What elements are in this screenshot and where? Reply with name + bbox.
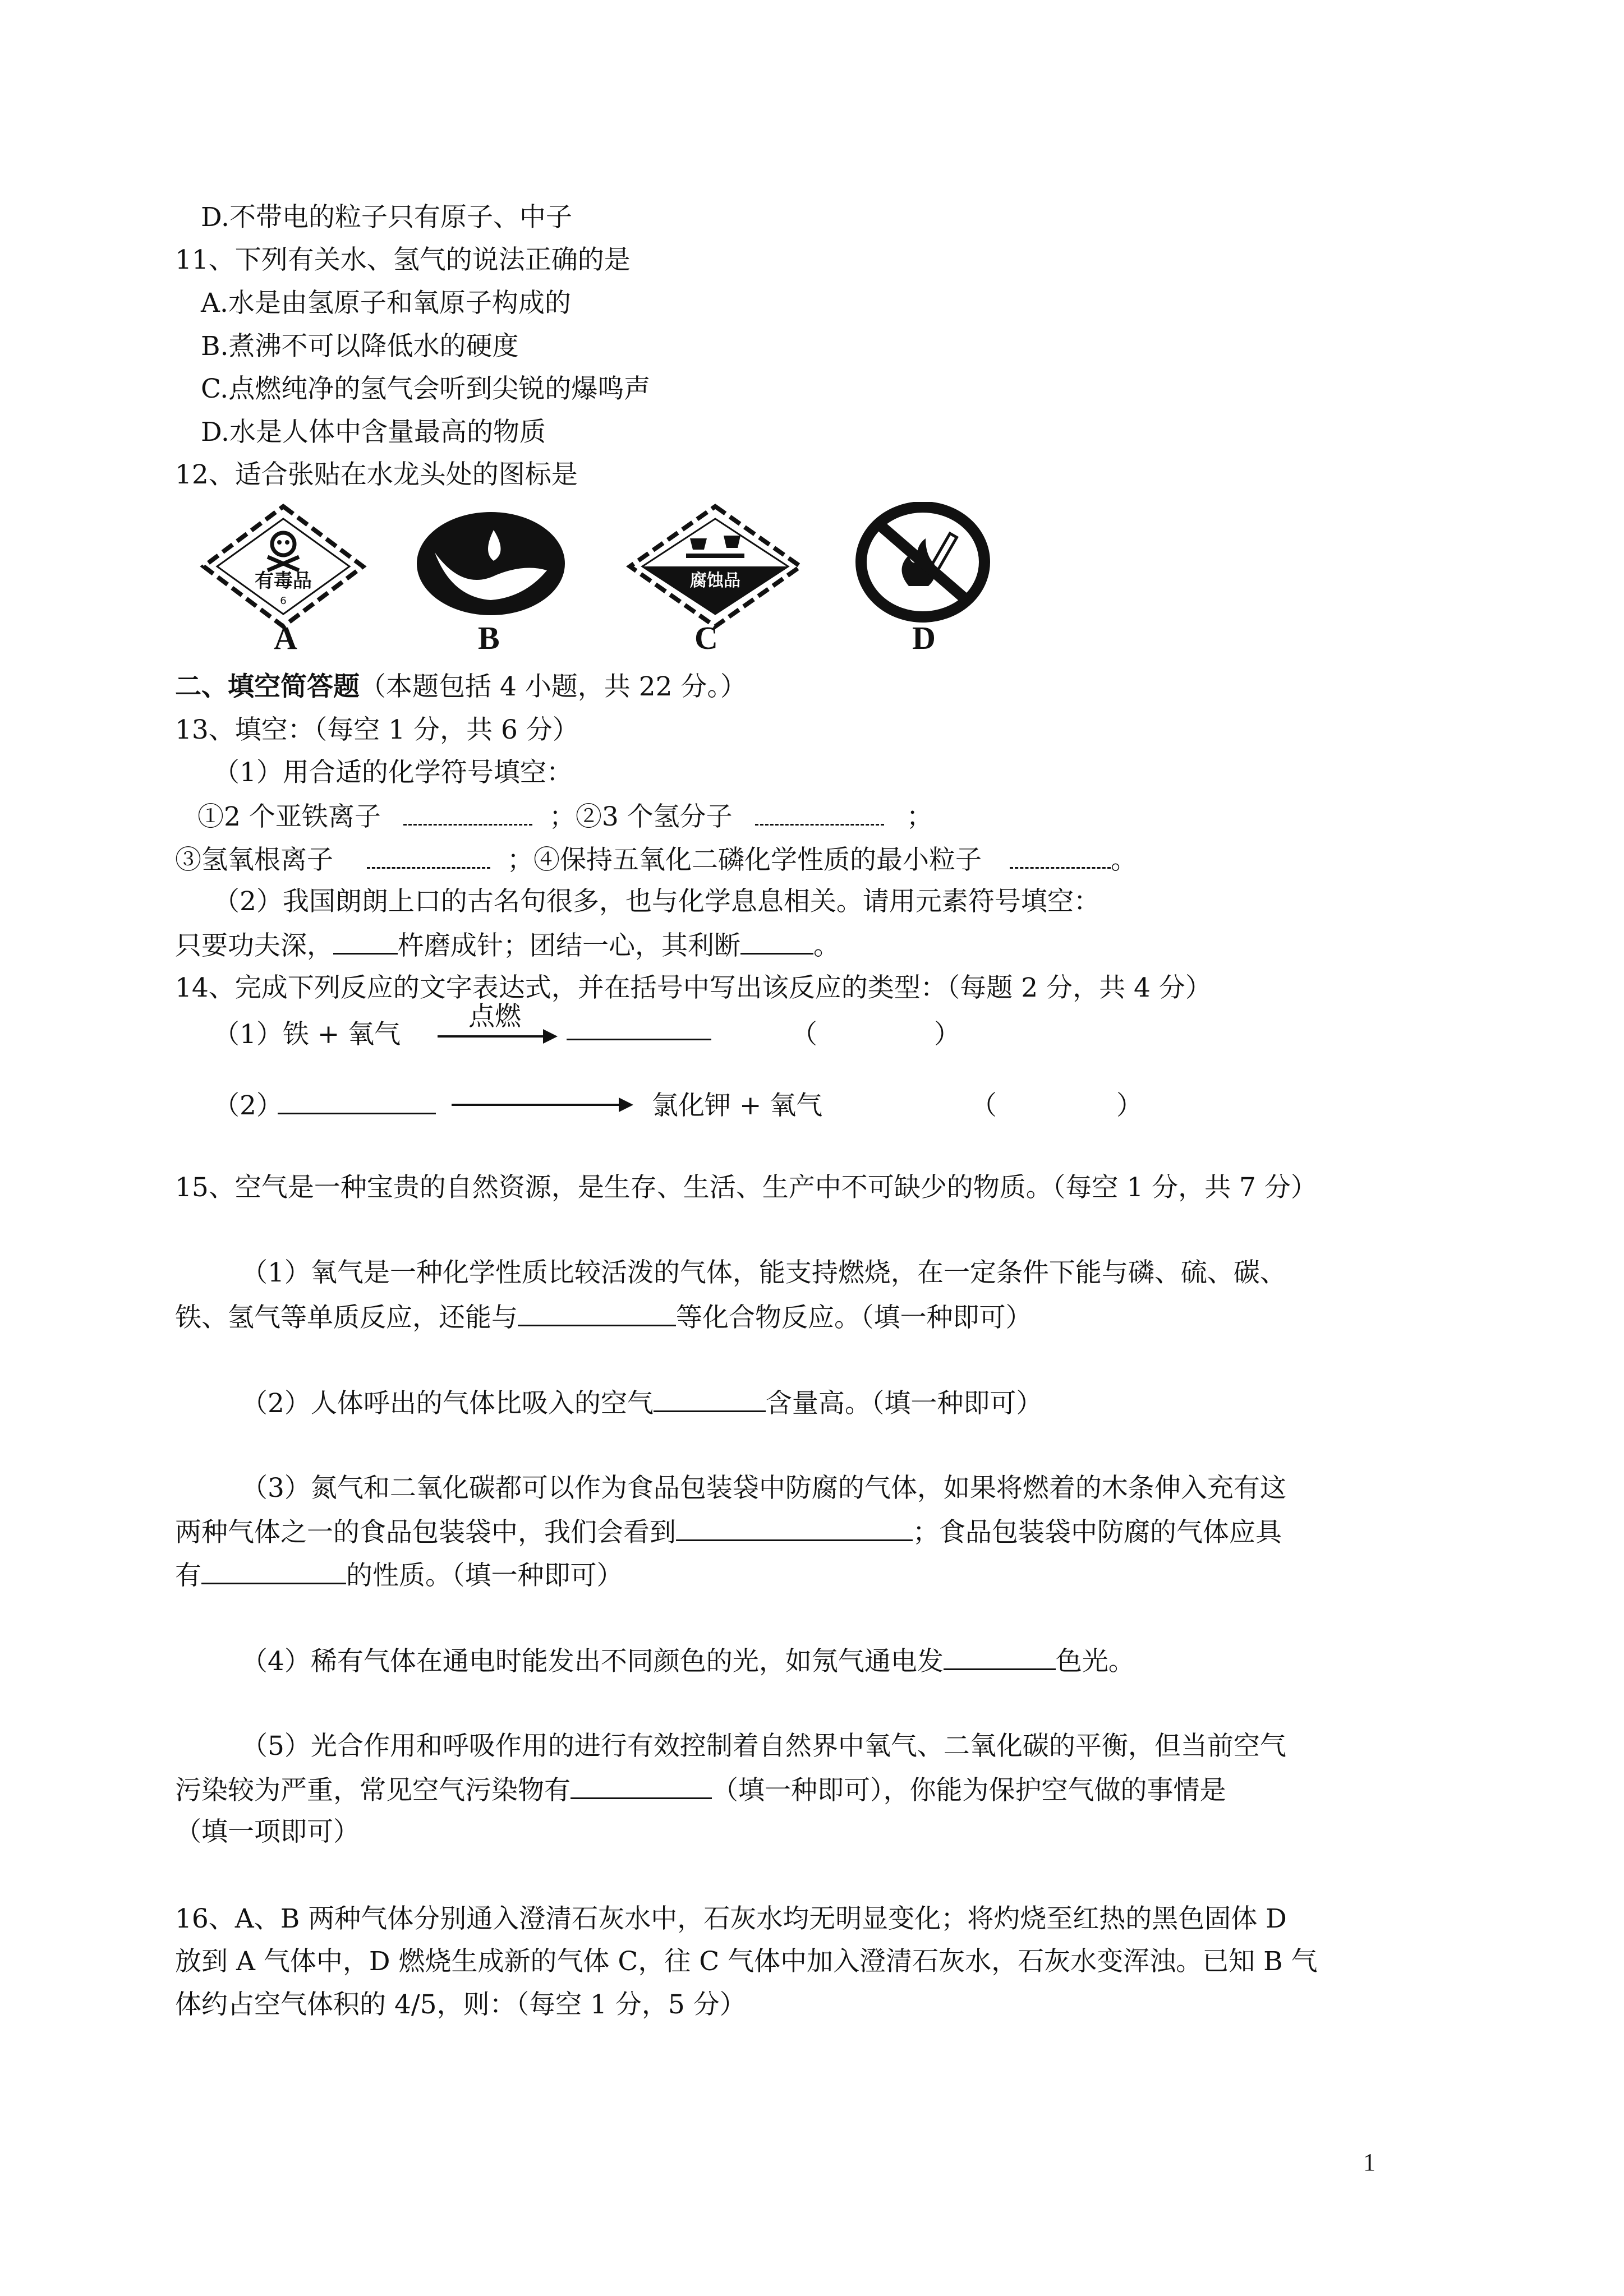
q11-option-a: A.水是由氢原子和氧原子构成的 [201, 288, 571, 319]
q13-item3-text: ③氢氧根离子 [175, 845, 333, 875]
icon-label-b: B [478, 620, 500, 656]
q14-eq1-paren-open: （ [791, 1019, 817, 1050]
q14-eq2-right: 氯化钾 + 氧气 [652, 1090, 823, 1121]
q15-p5-l1: （5）光合作用和呼吸作用的进行有效控制着自然界中氧气、二氧化碳的平衡，但当前空气 [241, 1731, 1286, 1762]
q13-item4-text: ；④保持五氧化二磷化学性质的最小粒子 [507, 845, 982, 875]
q15-p3-l1: （3）氮气和二氧化碳都可以作为食品包装袋中防腐的气体，如果将燃着的木条伸入充有这 [241, 1473, 1286, 1504]
q10-option-d: D.不带电的粒子只有原子、中子 [201, 202, 572, 233]
q13-blank-6[interactable] [740, 928, 813, 955]
q15-blank-3[interactable] [676, 1515, 913, 1541]
icon-label-a: A [274, 620, 297, 656]
svg-text:6: 6 [280, 595, 287, 607]
section-title: 二、填空简答题 [175, 671, 360, 702]
q15-stem: 15、空气是一种宝贵的自然资源，是生存、生活、生产中不可缺少的物质。（每空 1 分，共 7 分） [175, 1172, 1317, 1203]
icon-label-c: C [694, 620, 718, 656]
q15-p5-l2 [175, 1773, 1226, 1808]
q13-blank-2[interactable] [755, 799, 884, 826]
q14-eq1-arrow [438, 1035, 555, 1038]
q13-part2-b: 杵磨成针；团结一心，其利断 [398, 930, 740, 961]
q11-option-b: B.煮沸不可以降低水的硬度 [201, 331, 519, 362]
q12-stem: 12、适合张贴在水龙头处的图标是 [175, 459, 578, 490]
corrosive-sign-icon [625, 502, 805, 631]
q13-part2-end: 。 [813, 930, 840, 961]
q15-p3-l3-b: 的性质。（填一种即可） [346, 1560, 623, 1591]
q13-part2-line [175, 928, 840, 963]
q15-p4 [241, 1644, 1135, 1679]
toxic-sign-text: 有毒品 [255, 570, 312, 592]
q14-eq2-paren-close: ） [1116, 1090, 1143, 1121]
q15-p3-l3 [175, 1558, 623, 1593]
q13-part2-a: 只要功夫深， [175, 930, 333, 961]
q13-item4-end: 。 [1111, 845, 1137, 875]
q16-line-1: 16、A、B 两种气体分别通入澄清石灰水中，石灰水均无明显变化；将灼烧至红热的黑色固体 D [175, 1903, 1287, 1934]
q14-eq1-condition: 点燃 [468, 1001, 521, 1032]
q14-eq2-type-blank[interactable] [1004, 1085, 1105, 1110]
q15-blank-1[interactable] [518, 1300, 676, 1326]
q14-eq1-left: （1）铁 + 氧气 [213, 1019, 401, 1050]
q15-blank-5[interactable] [944, 1644, 1056, 1670]
q16-line-3: 体约占空气体积的 4/5，则：（每空 1 分，5 分） [175, 1989, 746, 2020]
q15-p2 [241, 1386, 1042, 1421]
q11-option-d: D.水是人体中含量最高的物质 [201, 417, 546, 448]
section-heading [175, 670, 747, 704]
q14-eq1-blank[interactable] [567, 1014, 711, 1040]
q15-p5-l2-a: 污染较为严重，常见空气污染物有 [175, 1775, 571, 1806]
q15-p5-l3: （填一项即可） [175, 1816, 360, 1847]
q15-p5-l2-b: （填一种即可），你能为保护空气做的事情是 [712, 1775, 1226, 1806]
q11-stem: 11、下列有关水、氢气的说法正确的是 [175, 245, 631, 275]
q13-part2: （2）我国朗朗上口的古名句很多，也与化学息息相关。请用元素符号填空： [213, 886, 1100, 917]
q14-eq1-type-blank[interactable] [825, 1014, 920, 1039]
toxic-sign-icon [199, 502, 367, 631]
q14-eq2-paren-open: （ [970, 1090, 997, 1121]
q13-blank-4[interactable] [1010, 842, 1111, 869]
page-number: 1 [1363, 2149, 1375, 2176]
q15-blank-6[interactable] [571, 1773, 712, 1799]
q15-blank-2[interactable] [654, 1386, 766, 1412]
section-note: （本题包括 4 小题，共 22 分。） [360, 671, 747, 702]
q14-eq2-blank[interactable] [278, 1088, 436, 1114]
q15-p1-l2 [175, 1300, 1032, 1335]
q15-p3-l2-b: ；食品包装袋中防腐的气体应具 [913, 1517, 1282, 1548]
q14-stem: 14、完成下列反应的文字表达式，并在括号中写出该反应的类型：（每题 2 分，共 4 分） [175, 972, 1212, 1003]
q14-eq1-paren-close: ） [934, 1019, 960, 1050]
q13-item2-text: ；②3 个氢分子 [549, 801, 733, 832]
q16-line-2: 放到 A 气体中，D 燃烧生成新的气体 C，往 C 气体中加入澄清石灰水，石灰水变浑浊。已知 B 气 [175, 1946, 1318, 1977]
q13-blank-1[interactable] [403, 799, 532, 826]
q13-blank-5[interactable] [333, 928, 398, 955]
q15-p1-l2-a: 铁、氢气等单质反应，还能与 [175, 1302, 518, 1333]
q13-item2-end: ； [906, 801, 933, 832]
q15-p3-l3-a: 有 [175, 1560, 201, 1591]
q13-part1: （1）用合适的化学符号填空： [213, 757, 573, 788]
q15-p4-b: 色光。 [1055, 1646, 1135, 1677]
q15-p3-l2 [175, 1515, 1282, 1550]
q15-blank-4[interactable] [201, 1558, 346, 1584]
q15-p2-b: 含量高。（填一种即可） [765, 1388, 1043, 1419]
corrosive-sign-text: 腐蚀品 [690, 571, 740, 591]
water-saving-icon [412, 508, 569, 620]
icon-label-d: D [912, 620, 936, 656]
q13-line-2 [175, 842, 1137, 877]
q13-line-1 [197, 799, 933, 834]
q15-p3-l2-a: 两种气体之一的食品包装袋中，我们会看到 [175, 1517, 676, 1548]
no-fire-icon [855, 502, 990, 623]
q15-p4-a: （4）稀有气体在通电时能发出不同颜色的光，如氖气通电发 [241, 1646, 944, 1677]
q15-p2-a: （2）人体呼出的气体比吸入的空气 [241, 1388, 654, 1419]
q15-p1-l2-b: 等化合物反应。（填一种即可） [676, 1302, 1032, 1333]
q13-item1-text: ①2 个亚铁离子 [197, 801, 381, 832]
q15-p1-l1: （1）氧气是一种化学性质比较活泼的气体，能支持燃烧，在一定条件下能与磷、硫、碳、 [241, 1257, 1286, 1288]
q14-eq2-prefix: （2） [213, 1090, 283, 1121]
q11-option-c: C.点燃纯净的氢气会听到尖锐的爆鸣声 [201, 374, 651, 404]
q13-blank-3[interactable] [367, 842, 490, 869]
q14-eq2-arrow [452, 1104, 631, 1106]
q13-stem: 13、填空：（每空 1 分，共 6 分） [175, 714, 579, 745]
